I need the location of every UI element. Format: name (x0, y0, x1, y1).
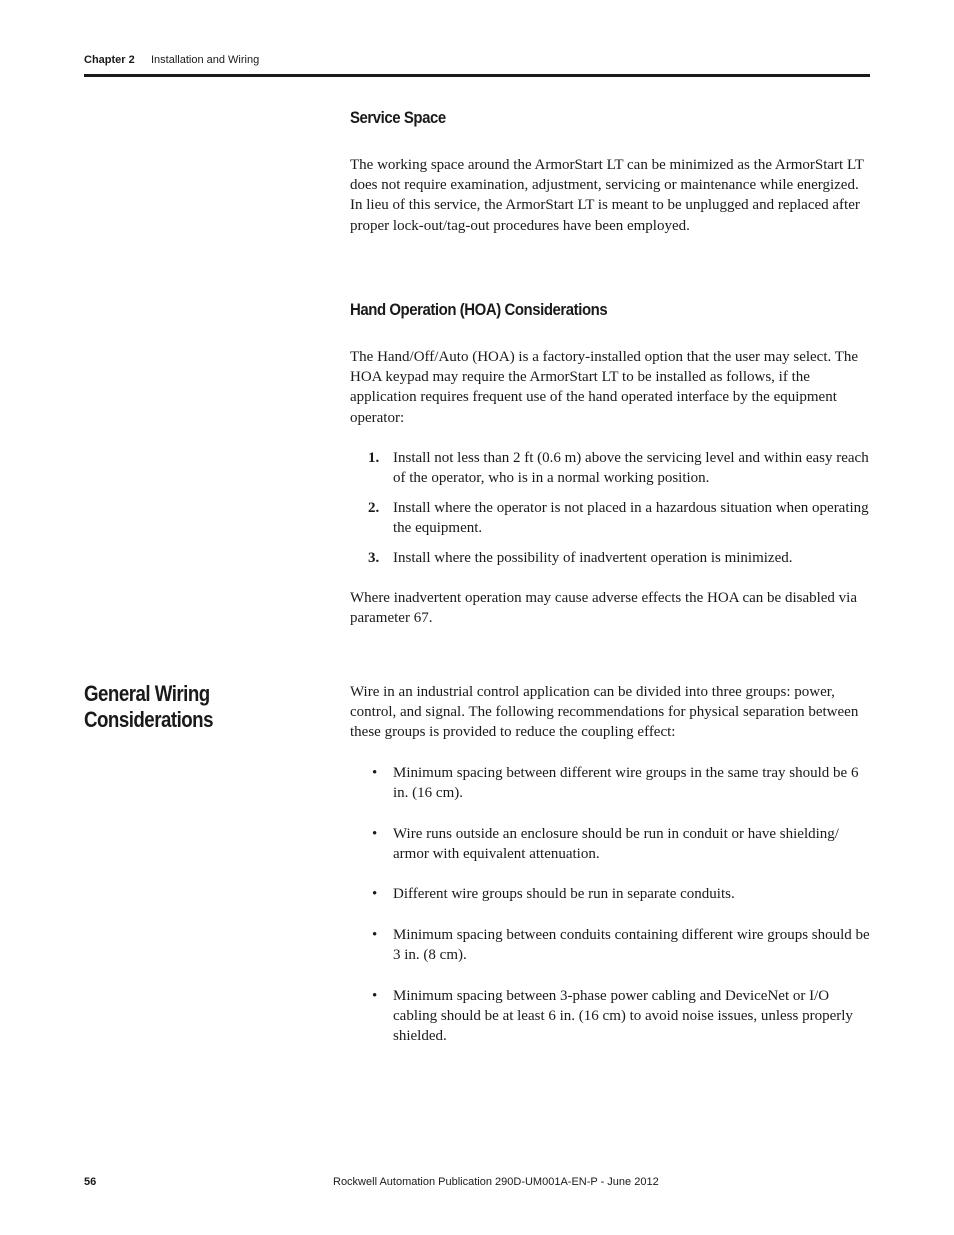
bullet-glyph: • (372, 927, 378, 943)
general-wiring-heading (84, 681, 213, 733)
running-header (84, 54, 260, 66)
hoa-heading: Hand Operation (HOA) Considerations (350, 300, 608, 319)
bullet-glyph: • (372, 886, 378, 902)
bullet-text: Wire runs outside an enclosure should be run in conduit or have shielding/ armor with equivalent attenuation. (393, 826, 839, 863)
hoa-step (350, 548, 870, 568)
bullet-text: Minimum spacing between conduits containing different wire groups should be 3 in. (8 cm). (393, 927, 870, 964)
step-number: 1. (368, 450, 380, 466)
hoa-step (350, 448, 870, 488)
bullet-text: Minimum spacing between 3-phase power cabling and DeviceNet or I/O cabling should be at least 6 in. (16 cm) to avoid noise issues, unless properly shielded. (393, 988, 853, 1045)
bullet-glyph: • (372, 988, 378, 1004)
bullet-item (350, 824, 870, 864)
chapter-section-title: Installation and Wiring (151, 54, 260, 66)
hoa-note: Where inadvertent operation may cause adverse effects the HOA can be disabled via parameter 67. (350, 590, 858, 627)
heading-line: Considerations (84, 707, 213, 732)
bullet-glyph: • (372, 765, 378, 781)
header-rule (84, 74, 870, 77)
step-text: Install not less than 2 ft (0.6 m) above the servicing level and within easy reach of the operator, who is in a normal working position. (393, 450, 869, 487)
step-text: Install where the possibility of inadvertent operation is minimized. (393, 550, 793, 566)
general-wiring-intro: Wire in an industrial control application can be divided into three groups: power, control, and signal. The following recommendations for physical separation between these groups is provided to reduce the coupling effect: (350, 684, 859, 741)
chapter-label: Chapter 2 (84, 54, 135, 66)
step-number: 2. (368, 500, 380, 516)
bullet-text: Minimum spacing between different wire groups in the same tray should be 6 in. (16 cm). (393, 765, 859, 802)
service-space-heading: Service Space (350, 108, 446, 127)
bullet-item (350, 884, 870, 904)
step-number: 3. (368, 550, 380, 566)
hoa-intro: The Hand/Off/Auto (HOA) is a factory-installed option that the user may select. The HOA keypad may require the ArmorStart LT to be installed as follows, if the application requires frequent use of the hand operated interface by the equipment operator: (350, 349, 859, 426)
page-number: 56 (84, 1176, 97, 1188)
bullet-glyph: • (372, 826, 378, 842)
bullet-item (350, 986, 870, 1047)
bullet-text: Different wire groups should be run in separate conduits. (393, 886, 735, 902)
bullet-item (350, 763, 870, 803)
step-text: Install where the operator is not placed in a hazardous situation when operating the equipment. (393, 500, 869, 537)
hoa-step (350, 498, 870, 538)
service-space-body: The working space around the ArmorStart LT can be minimized as the ArmorStart LT does not require examination, adjustment, servicing or maintenance while energized. In lieu of this service, the ArmorStart LT is meant to be unplugged and replaced after proper lock-out/tag-out procedures have been employed. (350, 157, 864, 234)
publication-footer: Rockwell Automation Publication 290D-UM001A-EN-P - June 2012 (333, 1176, 659, 1188)
heading-line: General Wiring (84, 681, 210, 706)
bullet-item (350, 925, 870, 965)
